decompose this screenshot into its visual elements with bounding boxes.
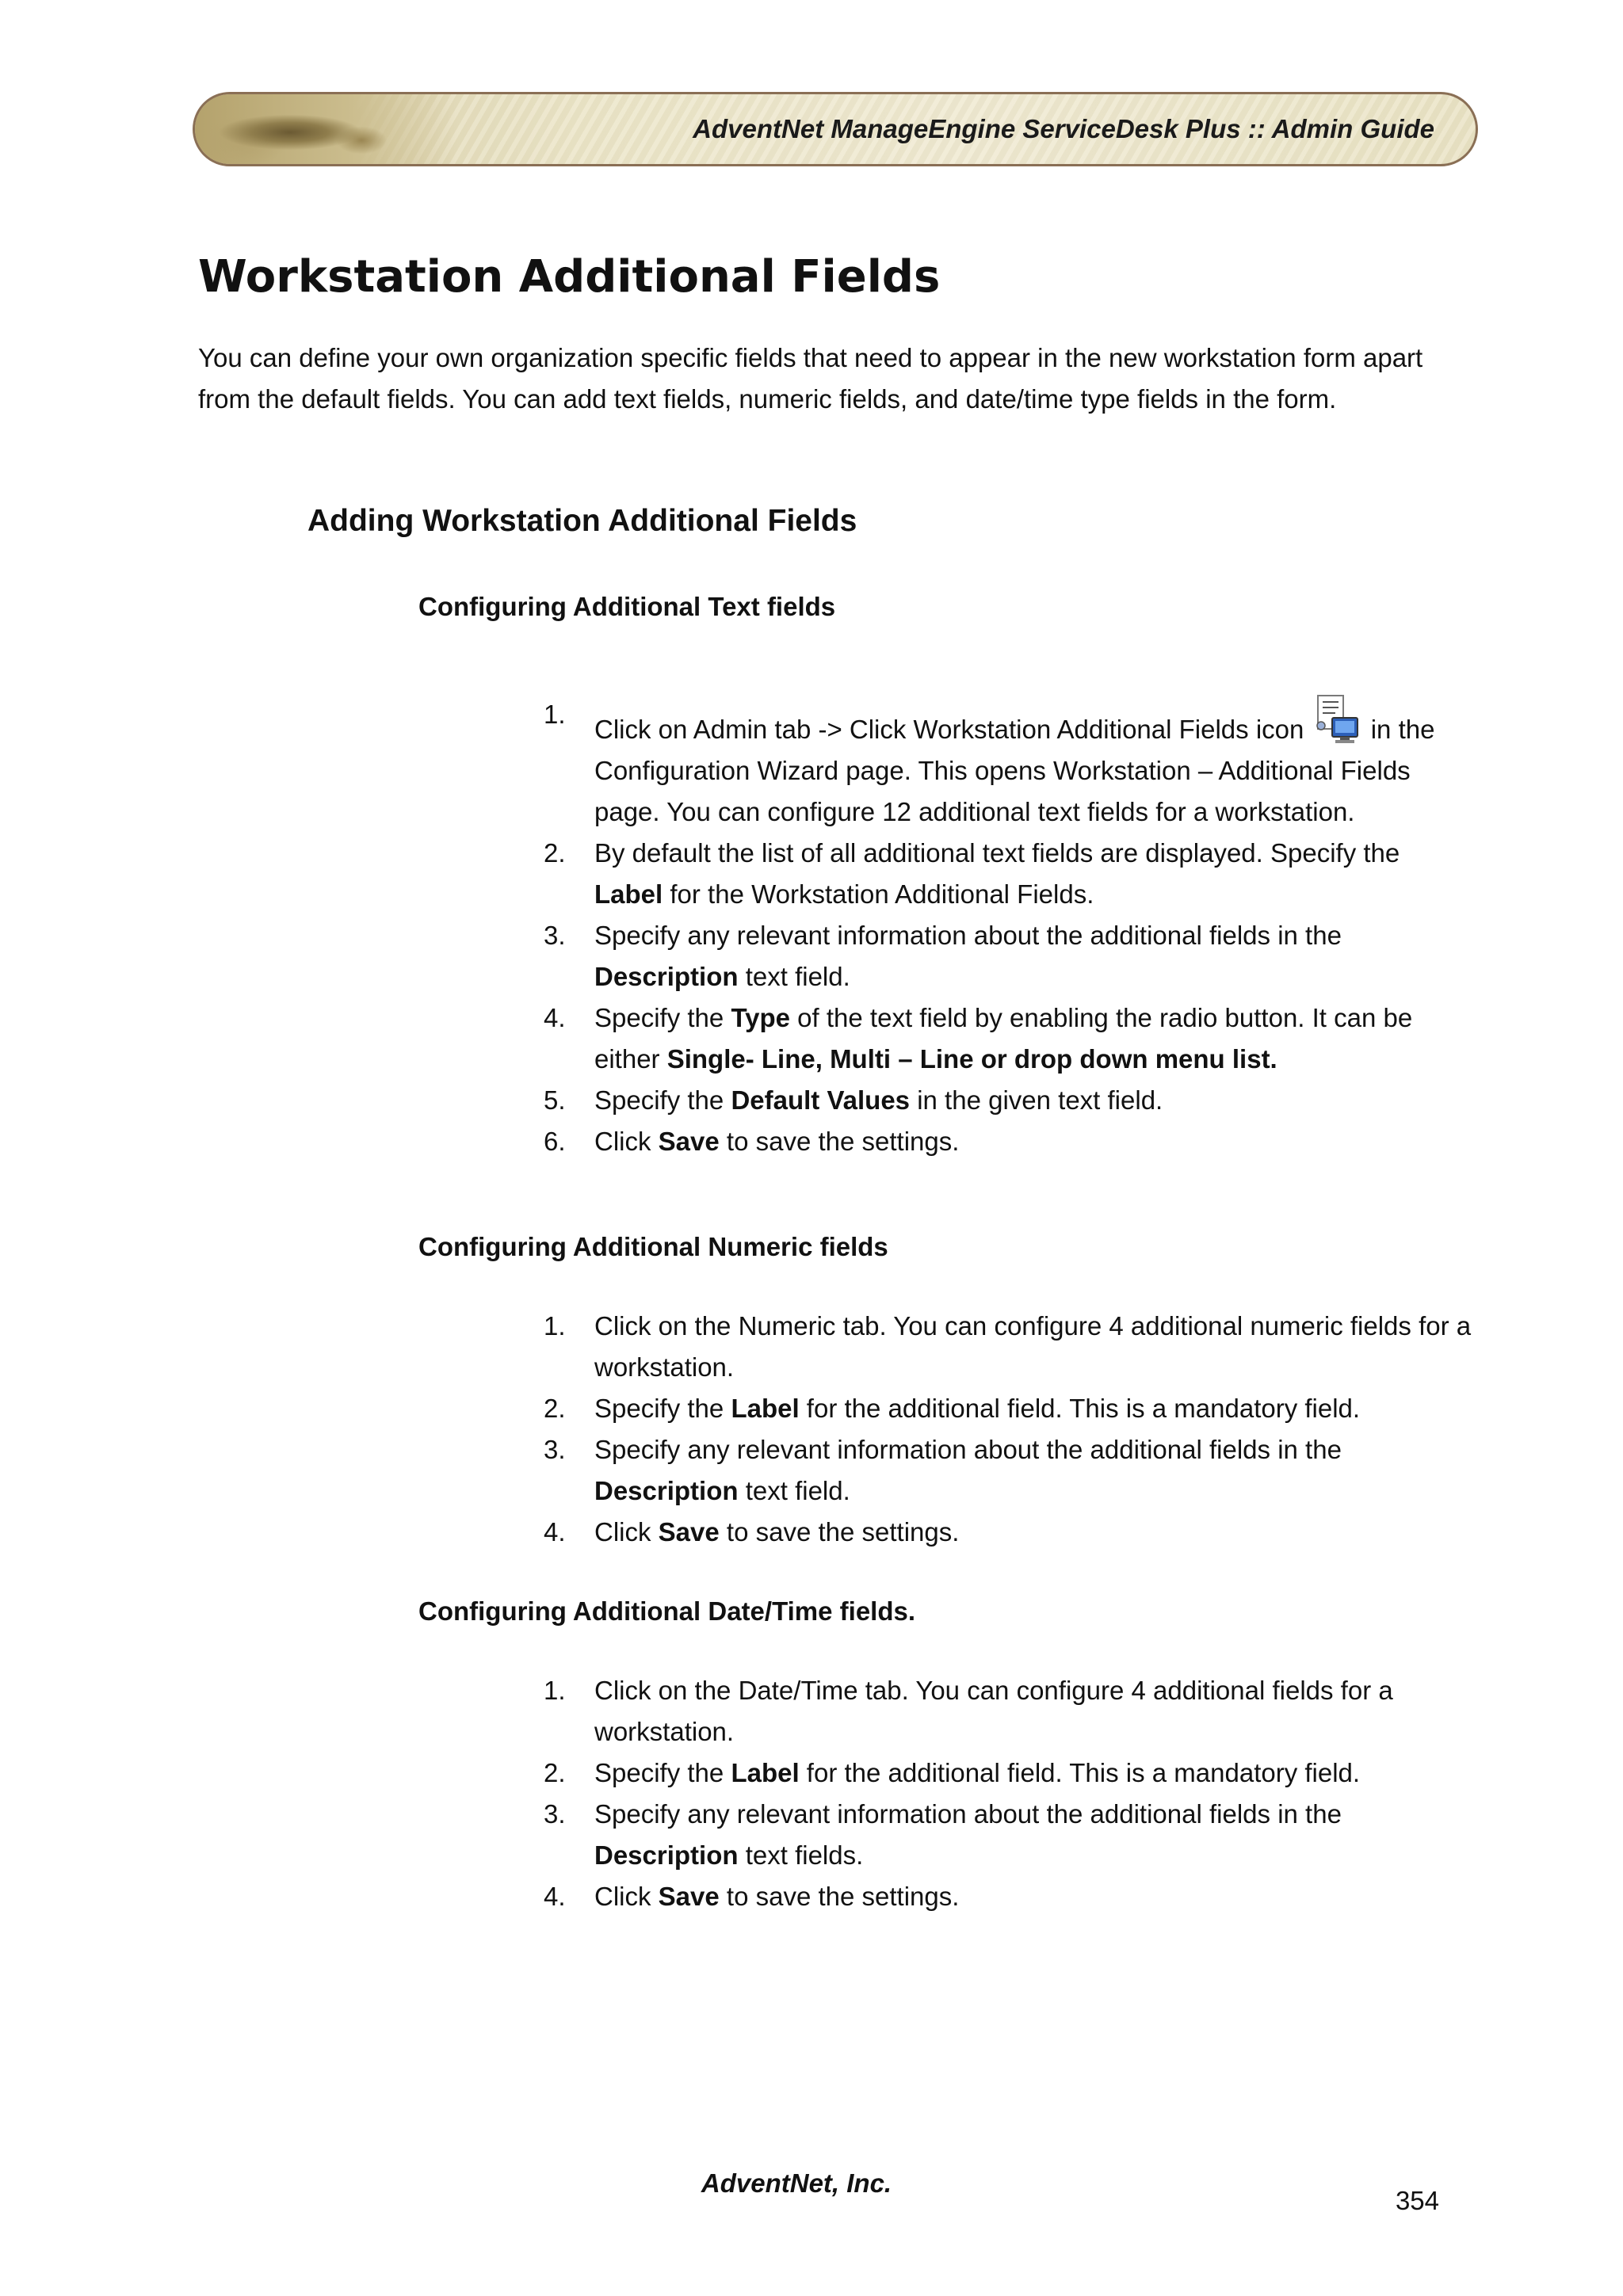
list-item-text xyxy=(594,1758,1360,1787)
text-fields-steps xyxy=(0,694,1474,1162)
page-title: Workstation Additional Fields xyxy=(198,251,941,303)
text-run: for the additional field. This is a mandatory field. xyxy=(799,1758,1361,1787)
text-run: for the additional field. This is a mandatory field. xyxy=(799,1394,1361,1423)
datetime-fields-steps xyxy=(0,1670,1474,1917)
list-item-number: 1. xyxy=(544,700,566,729)
list-item-number: 2. xyxy=(544,1758,566,1787)
bold-term: Label xyxy=(731,1758,800,1787)
list-item-number: 5. xyxy=(544,1085,566,1115)
list-item-number: 4. xyxy=(544,1517,566,1547)
list-item-text xyxy=(594,715,1434,826)
text-run: text fields. xyxy=(738,1840,864,1870)
list-item-text xyxy=(594,1882,959,1911)
list-item xyxy=(0,915,1474,997)
list-item-text xyxy=(594,1127,959,1156)
text-run: to save the settings. xyxy=(719,1517,960,1547)
list-item xyxy=(0,1794,1474,1876)
intro-paragraph: You can define your own organization specific fields that need to appear in the new workstation form apart from the default fields. You can add text fields, numeric fields, and date/time type fields in the form. xyxy=(198,343,1423,414)
list-item-number: 3. xyxy=(544,1799,566,1829)
text-run: to save the settings. xyxy=(719,1127,960,1156)
numeric-fields-heading: Configuring Additional Numeric fields xyxy=(418,1232,888,1261)
list-item-text xyxy=(594,1799,1342,1870)
text-run: Click on the Date/Time tab. You can configure 4 additional fields for a workstation. xyxy=(594,1676,1393,1746)
list-item xyxy=(0,1388,1474,1429)
list-item-text xyxy=(594,1311,1471,1382)
list-item-number: 6. xyxy=(544,1127,566,1156)
list-item xyxy=(0,1306,1474,1388)
text-run: Specify the xyxy=(594,1758,731,1787)
header-banner xyxy=(193,92,1478,166)
footer-company: AdventNet, Inc. xyxy=(701,2168,892,2198)
list-item xyxy=(0,1429,1474,1512)
banner-photo xyxy=(195,94,456,164)
bold-term: Default Values xyxy=(731,1085,911,1115)
list-item-text xyxy=(594,838,1400,909)
bold-term: Save xyxy=(658,1517,720,1547)
bold-term: Description xyxy=(594,962,739,991)
text-run: text field. xyxy=(738,962,850,991)
list-item-text xyxy=(594,1394,1360,1423)
bold-term: Save xyxy=(658,1127,720,1156)
text-run: in the Configuration Wizard page. This opens Workstation – Additional Fields page. You can configure 12 additional text fields for a workstation. xyxy=(594,715,1435,826)
text-run: for the Workstation Additional Fields. xyxy=(663,879,1094,909)
bold-term: Label xyxy=(594,879,663,909)
list-item-number: 3. xyxy=(544,1435,566,1464)
list-item-text xyxy=(594,1003,1412,1074)
text-run: in the given text field. xyxy=(910,1085,1163,1115)
text-run: Click xyxy=(594,1882,659,1911)
text-run: text field. xyxy=(738,1476,850,1505)
list-item xyxy=(0,997,1474,1080)
datetime-fields-heading: Configuring Additional Date/Time fields. xyxy=(418,1596,916,1626)
list-item-number: 2. xyxy=(544,1394,566,1423)
numeric-fields-steps xyxy=(0,1306,1474,1553)
text-run: Specify the xyxy=(594,1394,731,1423)
list-item xyxy=(0,694,1474,833)
list-item-text xyxy=(594,1517,959,1547)
page-number: 354 xyxy=(1395,2186,1439,2215)
list-item-number: 1. xyxy=(544,1676,566,1705)
bold-term: Type xyxy=(731,1003,791,1032)
list-item xyxy=(0,1876,1474,1917)
text-run: By default the list of all additional text fields are displayed. Specify the xyxy=(594,838,1400,868)
text-run: Click xyxy=(594,1517,659,1547)
list-item-text xyxy=(594,921,1342,991)
list-item-text xyxy=(594,1085,1163,1115)
text-run: Specify any relevant information about the additional fields in the xyxy=(594,1799,1342,1829)
section-heading: Adding Workstation Additional Fields xyxy=(307,504,857,538)
list-item-number: 3. xyxy=(544,921,566,950)
text-run: to save the settings. xyxy=(719,1882,960,1911)
list-item xyxy=(0,833,1474,915)
list-item-text xyxy=(594,1435,1342,1505)
text-run: Specify the xyxy=(594,1003,731,1032)
bold-term: Save xyxy=(658,1882,720,1911)
list-item-number: 2. xyxy=(544,838,566,868)
bold-term: Description xyxy=(594,1840,739,1870)
text-run: Click on the Numeric tab. You can configure 4 additional numeric fields for a workstation. xyxy=(594,1311,1472,1382)
list-item-number: 4. xyxy=(544,1882,566,1911)
list-item xyxy=(0,1121,1474,1162)
text-run: Click xyxy=(594,1127,659,1156)
text-run: Click on Admin tab -> Click Workstation Additional Fields icon xyxy=(594,715,1304,744)
text-run: Specify any relevant information about the additional fields in the xyxy=(594,1435,1342,1464)
header-title: AdventNet ManageEngine ServiceDesk Plus :: Admin Guide xyxy=(693,114,1434,143)
list-item-text xyxy=(594,1676,1393,1746)
list-item xyxy=(0,1080,1474,1121)
list-item-number: 4. xyxy=(544,1003,566,1032)
list-item-number: 1. xyxy=(544,1311,566,1341)
list-item xyxy=(0,1753,1474,1794)
bold-term: Description xyxy=(594,1476,739,1505)
list-item xyxy=(0,1670,1474,1753)
workstation-additional-fields-icon xyxy=(1313,694,1361,745)
text-run: Specify any relevant information about the additional fields in the xyxy=(594,921,1342,950)
bold-term: Single- Line, Multi – Line or drop down menu list. xyxy=(666,1044,1277,1074)
list-item xyxy=(0,1512,1474,1553)
text-run: of the text field by enabling the radio button. It can be either xyxy=(594,1003,1413,1074)
bold-term: Label xyxy=(731,1394,800,1423)
text-run: Specify the xyxy=(594,1085,731,1115)
text-fields-heading: Configuring Additional Text fields xyxy=(418,592,836,621)
